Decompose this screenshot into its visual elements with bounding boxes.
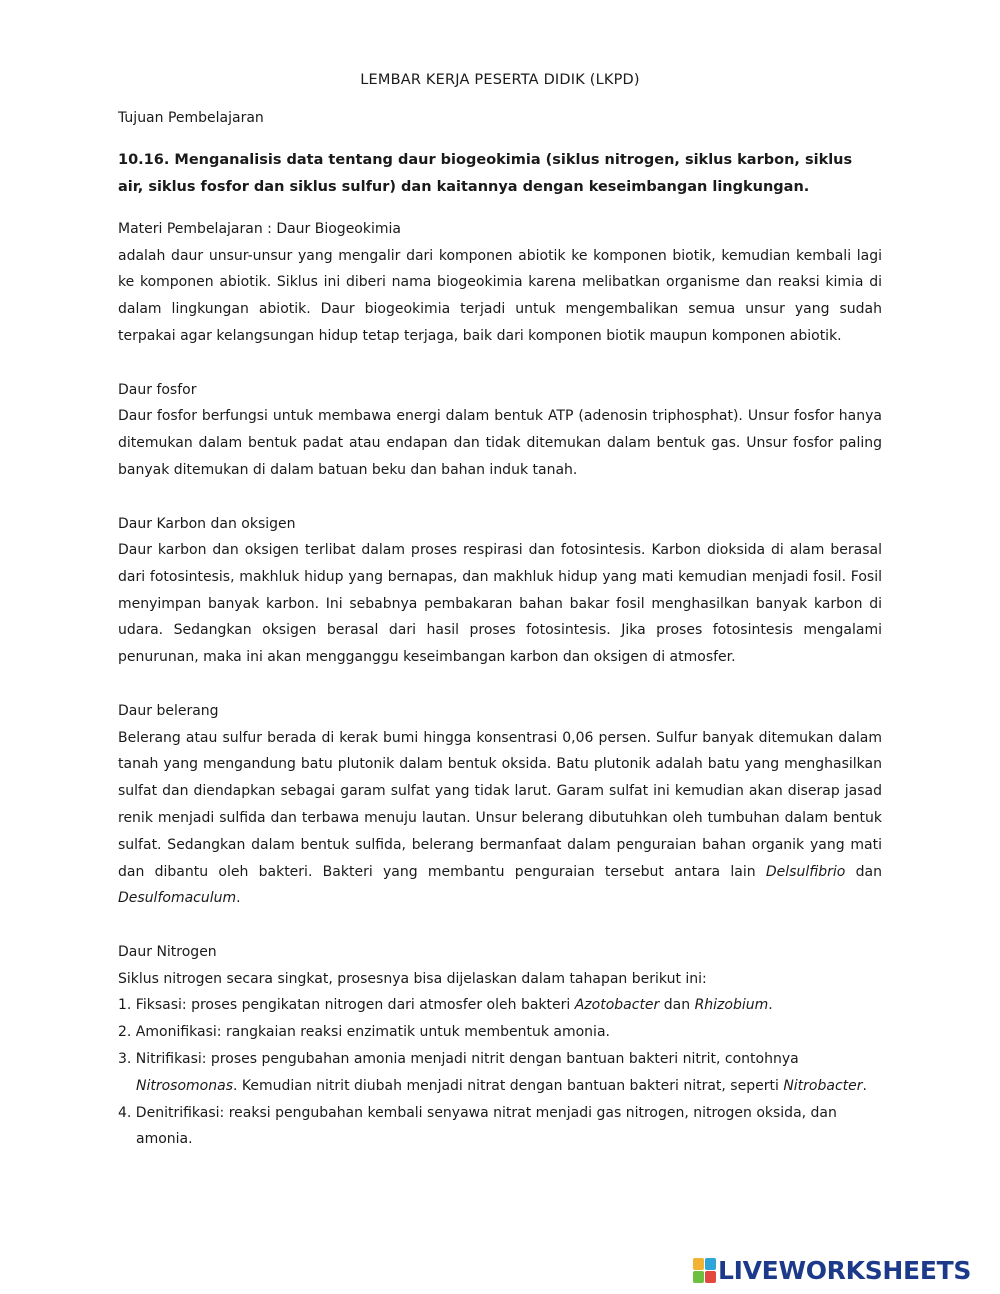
belerang-heading: Daur belerang xyxy=(118,703,219,720)
fiksasi-text: 1. Fiksasi: proses pengikatan nitrogen dari atmosfer oleh bakteri xyxy=(118,997,571,1014)
amonifikasi-text: 2. Amonifikasi: rangkaian reaksi enzimatik untuk membentuk amonia. xyxy=(118,1024,610,1041)
objective-label: Tujuan Pembelajaran xyxy=(118,110,264,126)
karbon-text: Daur karbon dan oksigen terlibat dalam proses respirasi dan fotosintesis. Karbon dioksida di alam berasal dari fotosintesis, makhluk hidup yang bernapas, dan makhluk hidup yang mati kemudian menjadi fosil. Fosil menyimpan banyak karbon. Ini sebabnya pembakaran bahan bakar fosil menghasilkan banyak karbon di udara. Sedangkan oksigen berasal dari hasil proses fotosintesis. Jika proses fotosintesis mengalami penurunan, maka ini akan mengganggu keseimbangan karbon dan oksigen di atmosfer. xyxy=(118,542,882,666)
materi-text: adalah daur unsur-unsur yang mengalir dari komponen abiotik ke komponen biotik, kemudian kembali lagi ke komponen abiotik. Siklus ini diberi nama biogeokimia karena melibatkan organisme dan reaksi kimia di dalam lingkungan abiotik. Daur biogeokimia terjadi untuk mengembalikan semua unsur yang sudah terpakai agar kelangsungan hidup tetap terjaga, baik dari komponen biotik maupun komponen abiotik. xyxy=(118,247,882,344)
belerang-body: Belerang atau sulfur berada di kerak bumi hingga konsentrasi 0,06 persen. Sulfur banyak ditemukan dalam tanah yang mengandung batu plutonik dalam bentuk oksida. Batu plutonik adalah batu yang menghasilkan sulfat dan diendapkan sebagai garam sulfat yang tidak larut. Garam sulfat ini kemudian akan diserap jasad renik menjadi sulfida dan terbawa menuju lautan. Unsur belerang dibutuhkan oleh tumbuhan dalam bentuk sulfat. Sedangkan dalam bentuk sulfida, belerang bermanfaat dalam penguraian bahan organik yang mati dan dibantu oleh bakteri. Bakteri yang membantu penguraian tersebut antara lain xyxy=(118,729,882,880)
nitrifikasi-end: . xyxy=(862,1077,867,1094)
belerang-text xyxy=(118,725,882,913)
list-item xyxy=(118,1100,882,1154)
fosfor-text: Daur fosfor berfungsi untuk membawa energi dalam bentuk ATP (adenosin triphosphat). Unsur fosfor hanya ditemukan dalam bentuk padat atau endapan dan tidak ditemukan dalam bentuk gas. Unsur fosfor paling banyak ditemukan di dalam batuan beku dan bahan induk tanah. xyxy=(118,408,882,478)
fosfor-heading: Daur fosfor xyxy=(118,381,197,398)
liveworksheets-logo[interactable] xyxy=(693,1254,971,1286)
liveworksheets-mark-icon xyxy=(693,1258,715,1282)
nitrifikasi-text: 3. Nitrifikasi: proses pengubahan amonia menjadi nitrit dengan bantuan bakteri nitrit, contohnya xyxy=(118,1051,799,1068)
belerang-end: . xyxy=(236,890,241,907)
organism-rhizobium: Rhizobium xyxy=(694,997,769,1014)
organism-nitrobacter: Nitrobacter xyxy=(783,1077,863,1094)
denitrifikasi-text: 4. Denitrifikasi: reaksi pengubahan kembali senyawa nitrat menjadi gas nitrogen, nitrogen oksida, dan amonia. xyxy=(118,1104,837,1148)
organism-desulfomaculum: Desulfomaculum xyxy=(118,890,237,907)
organism-azotobacter: Azotobacter xyxy=(574,997,660,1014)
fiksasi-end: . xyxy=(768,997,773,1014)
worksheet-page xyxy=(118,72,882,1153)
nitrogen-heading: Daur Nitrogen xyxy=(118,944,217,961)
objective-text: 10.16. Menganalisis data tentang daur biogeokimia (siklus nitrogen, siklus karbon, siklus air, siklus fosfor dan siklus sulfur) dan kaitannya dengan keseimbangan lingkungan. xyxy=(118,152,853,195)
organism-nitrosomonas: Nitrosomonas xyxy=(136,1077,233,1094)
organism-delsulfibrio: Delsulfibrio xyxy=(765,863,846,880)
materi-heading: Materi Pembelajaran : Daur Biogeokimia xyxy=(118,221,401,237)
karbon-heading: Daur Karbon dan oksigen xyxy=(118,515,296,532)
list-item xyxy=(118,1046,882,1100)
nitrogen-steps-list xyxy=(118,992,882,1153)
belerang-connector: dan xyxy=(855,863,883,880)
list-item xyxy=(118,1019,882,1046)
nitrifikasi-middle: . Kemudian nitrit diubah menjadi nitrat dengan bantuan bakteri nitrat, seperti xyxy=(232,1077,779,1094)
fiksasi-connector: dan xyxy=(663,997,691,1014)
logo-text: LIVEWORKSHEETS xyxy=(718,1255,972,1285)
document-title: LEMBAR KERJA PESERTA DIDIK (LKPD) xyxy=(360,72,640,88)
nitrogen-intro: Siklus nitrogen secara singkat, prosesnya bisa dijelaskan dalam tahapan berikut ini: xyxy=(118,970,707,987)
list-item xyxy=(118,992,882,1019)
